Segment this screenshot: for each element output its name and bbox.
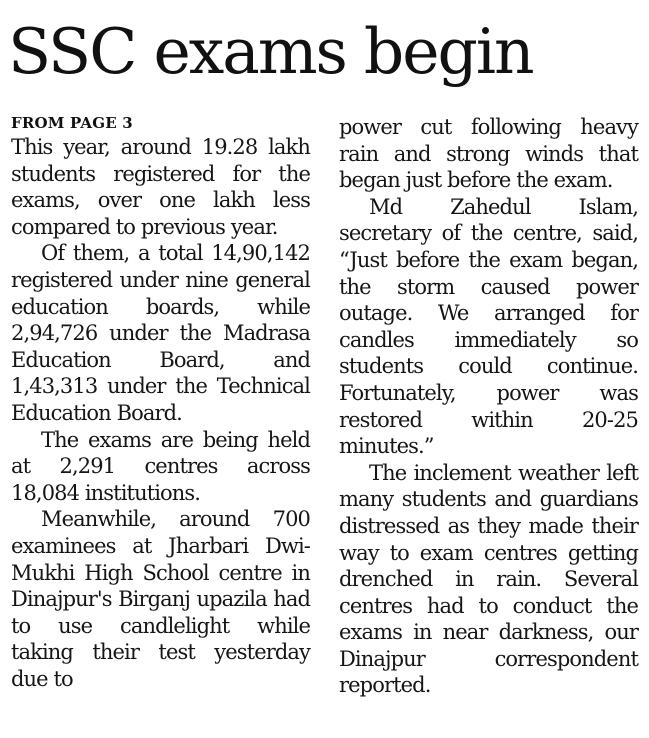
right-column (339, 114, 638, 699)
body-paragraph-2: Of them, a total 14,90,142 registered under nine general education boards, while 2,94,726 under the Madrasa Education Board, and 1,43,313 under the Technical Education Board. (11, 241, 310, 425)
left-column (11, 112, 310, 692)
body-paragraph-6: The inclement weather left many students and guardians distressed as they made their way to exam centres getting drenched in rain. Several centres had to conduct the exams in near darkness, our Dinajpur correspondent reported. (339, 460, 638, 698)
body-paragraph-4: Meanwhile, around 700 examinees at Jharbari Dwi-Mukhi High School centre in Dinajpur's Birganj upazila had to use candlelight while taking their test yesterday due to (11, 507, 310, 691)
body-paragraph-4-continued: power cut following heavy rain and strong winds that began just before the exam. (339, 115, 638, 193)
body-paragraph-1: This year, around 19.28 lakh students registered for the exams, over one lakh less compared to previous year. (11, 135, 310, 239)
headline: SSC exams begin (8, 15, 533, 88)
body-paragraph-5: Md Zahedul Islam, secretary of the centre, said, “Just before the exam began, the storm caused power outage. We arranged for candles immediately so students could continue. Fortunately, power was restored within 20-25 minutes.” (339, 194, 638, 459)
continuation-kicker: FROM PAGE 3 (11, 114, 133, 132)
body-paragraph-3: The exams are being held at 2,291 centres across 18,084 institutions. (11, 427, 310, 505)
